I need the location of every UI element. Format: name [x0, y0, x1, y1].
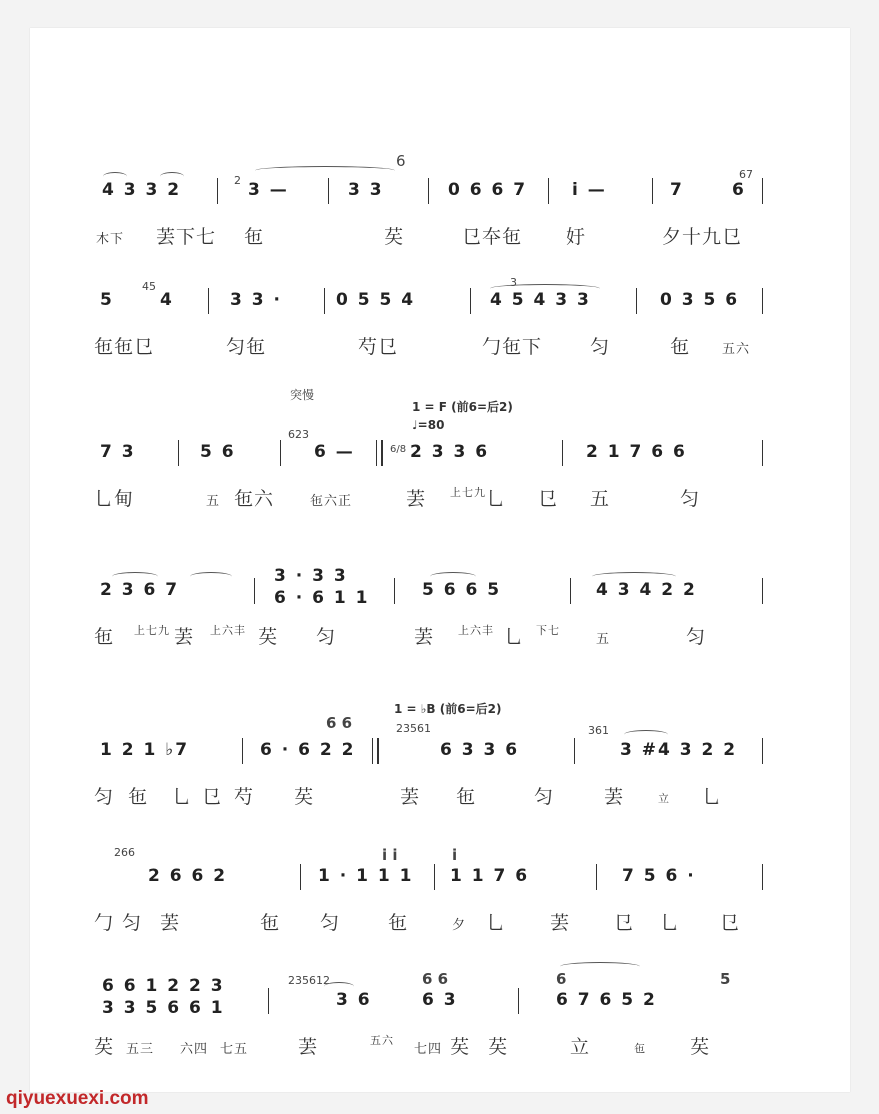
jianzi-tab: 匀	[680, 488, 701, 510]
time-signature: 6/8	[390, 444, 407, 455]
note-group: 5 6 6 5	[422, 580, 502, 600]
double-barline	[376, 440, 383, 466]
jianzi-tab: 五	[590, 488, 611, 510]
upper-note: i i	[382, 846, 398, 864]
jianzi-tab: 㔾夲㐌	[462, 226, 523, 248]
barline	[280, 440, 281, 466]
jianzi-tab: 匀	[122, 912, 143, 934]
jianzi-tab: 木下	[96, 232, 125, 247]
note-group: 4	[160, 290, 174, 310]
note-group: 3 —	[248, 180, 289, 200]
jianzi-tab: 㐌	[94, 626, 115, 648]
note-group: 6 6 1 2 2 3	[102, 976, 225, 996]
jianzi-tab: 立	[570, 1036, 591, 1058]
jianzi-tab: 七四	[414, 1042, 443, 1057]
jianzi-tab: 㐌㐌㔾	[94, 336, 155, 358]
jianzi-tab: 㔾	[202, 786, 223, 808]
note-group: 6 3	[422, 990, 458, 1010]
score-line-6	[30, 846, 850, 956]
barline	[762, 864, 763, 890]
score-line-3	[30, 388, 850, 532]
jianzi-tab: 乚	[486, 912, 507, 934]
note-group: 6 7 6 5 2	[556, 990, 657, 1010]
grace-note: 235612	[288, 974, 330, 987]
jianzi-tab: 五六	[722, 342, 751, 357]
tempo-bpm: ♩=80	[412, 418, 445, 432]
jianzi-tab: 匀	[534, 786, 555, 808]
barline	[652, 178, 653, 204]
jianzi-tab: 匀	[94, 786, 115, 808]
barline	[570, 578, 571, 604]
note-group: 7 3	[100, 442, 136, 462]
site-watermark: qiyuexuexi.com	[6, 1088, 149, 1109]
barline	[208, 288, 209, 314]
score-line-5	[30, 702, 850, 830]
note-group: 2 3 6 7	[100, 580, 180, 600]
jianzi-tab: 䒧	[604, 786, 625, 808]
jianzi-tab: 勹	[94, 912, 115, 934]
slur	[190, 572, 232, 581]
barline	[574, 738, 575, 764]
slur	[624, 730, 668, 739]
jianzi-tab: 䒨	[258, 626, 279, 648]
jianzi-tab: 㐌	[634, 1042, 646, 1055]
jianzi-tab: 䒧	[298, 1036, 319, 1058]
jianzi-tab: 乚	[172, 786, 193, 808]
grace-note: 23561	[396, 722, 431, 735]
jianzi-tab: 匀	[320, 912, 341, 934]
key-signature: 1 = F (前6=后2)	[412, 400, 513, 414]
barline	[562, 440, 563, 466]
note-group: 6 3 3 6	[440, 740, 520, 760]
note-group: 1 · 1 1 1	[318, 866, 414, 886]
jianzi-tab: 匀	[590, 336, 611, 358]
barline	[762, 738, 763, 764]
jianzi-tab: 乚	[660, 912, 681, 934]
jianzi-tab: 㔾	[538, 488, 559, 510]
note-group: 3 #4 3 2 2	[620, 740, 738, 760]
barline	[470, 288, 471, 314]
barline	[548, 178, 549, 204]
barline	[254, 578, 255, 604]
barline	[268, 988, 269, 1014]
barline	[596, 864, 597, 890]
jianzi-tab: 五	[596, 632, 611, 647]
jianzi-tab: 㐌	[244, 226, 265, 248]
note-group: 3 3	[348, 180, 384, 200]
note-group: 5 6	[200, 442, 236, 462]
score-line-7	[30, 970, 850, 1080]
note-group: 6	[732, 180, 746, 200]
note-group: 2 6 6 2	[148, 866, 228, 886]
tempo-marking: 突慢	[290, 388, 315, 402]
jianzi-tab: 五	[206, 494, 221, 509]
jianzi-tab: 匀	[686, 626, 707, 648]
jianzi-tab: 㐌	[128, 786, 149, 808]
jianzi-tab: 㔾	[720, 912, 741, 934]
jianzi-tab: 七五	[220, 1042, 249, 1057]
jianzi-tab: 上七九	[134, 624, 170, 637]
upper-note: 5	[720, 970, 731, 988]
note-group: 3 3 ·	[230, 290, 282, 310]
barline	[434, 864, 435, 890]
note-group: 5	[100, 290, 114, 310]
jianzi-tab: 乚	[702, 786, 723, 808]
jianzi-tab: 五三	[126, 1042, 155, 1057]
note-group: i —	[572, 180, 607, 200]
jianzi-tab: 䒨	[294, 786, 315, 808]
double-barline	[372, 738, 379, 764]
jianzi-tab: 㐌	[670, 336, 691, 358]
jianzi-tab: 上六丰	[458, 624, 494, 637]
jianzi-tab: 㐌	[260, 912, 281, 934]
barline	[428, 178, 429, 204]
jianzi-tab: 下七	[536, 624, 560, 637]
jianzi-tab: 䒧	[550, 912, 571, 934]
barline	[328, 178, 329, 204]
jianzi-tab: 夕	[452, 918, 467, 933]
grace-note: 361	[588, 724, 609, 737]
note-group: 4 3 4 2 2	[596, 580, 697, 600]
note-group: 7 5 6 ·	[622, 866, 696, 886]
jianzi-tab: 㐌	[388, 912, 409, 934]
jianzi-tab: 䒨	[94, 1036, 115, 1058]
upper-note: 6	[556, 970, 567, 988]
upper-note: 6	[396, 152, 406, 170]
jianzi-tab: 匀㐌	[226, 336, 267, 358]
barline	[217, 178, 218, 204]
upper-note: 6 6	[422, 970, 449, 988]
jianzi-tab: 䒧	[160, 912, 181, 934]
jianzi-tab: 䒨	[488, 1036, 509, 1058]
triplet-mark: 3	[510, 276, 517, 289]
jianzi-tab: 䒧	[400, 786, 421, 808]
jianzi-tab: 乚	[504, 626, 525, 648]
score-line-2	[30, 276, 850, 380]
note-group: 1 2 1 ♭7	[100, 740, 190, 760]
jianzi-tab: 匀	[316, 626, 337, 648]
barline	[762, 288, 763, 314]
jianzi-tab: 㐌六	[234, 488, 275, 510]
barline	[636, 288, 637, 314]
jianzi-tab: 乚	[486, 488, 507, 510]
key-signature: 1 = ♭B (前6=后2)	[394, 702, 502, 716]
note-group: 0 6 6 7	[448, 180, 528, 200]
jianzi-tab: 䒧	[414, 626, 435, 648]
jianzi-tab: 勹㐌下	[482, 336, 543, 358]
jianzi-tab: 㚥	[566, 226, 587, 248]
jianzi-tab: 㔾	[614, 912, 635, 934]
jianzi-tab: 䒨	[384, 226, 405, 248]
note-group: 6 · 6 1 1	[274, 588, 370, 608]
jianzi-tab: 㐌	[456, 786, 477, 808]
note-group: 2 1 7 6 6	[586, 442, 687, 462]
score-line-4	[30, 566, 850, 670]
upper-note: i	[452, 846, 458, 864]
upper-note: 6 6	[326, 714, 353, 732]
jianzi-tab: 䒨	[450, 1036, 471, 1058]
jianzi-tab: 上六丰	[210, 624, 246, 637]
jianzi-tab: 㐌六正	[310, 494, 353, 509]
jianzi-tab: 䒨	[690, 1036, 711, 1058]
jianzi-tab: 上七九	[450, 486, 486, 499]
barline	[300, 864, 301, 890]
barline	[178, 440, 179, 466]
note-group: 7	[670, 180, 684, 200]
slur	[255, 166, 395, 175]
note-group: 0 3 5 6	[660, 290, 740, 310]
jianzi-tab: 夕十九㔾	[662, 226, 743, 248]
note-group: 2 3 3 6	[410, 442, 490, 462]
jianzi-tab: 䒧	[406, 488, 427, 510]
barline	[762, 578, 763, 604]
jianzi-tab: 立	[658, 792, 670, 805]
note-group: 3 · 3 3	[274, 566, 348, 586]
note-group: 4 3 3 2	[102, 180, 182, 200]
note-group: 4 5 4 3 3	[490, 290, 591, 310]
note-group: 3 3 5 6 6 1	[102, 998, 225, 1018]
grace-note: 2	[234, 174, 241, 187]
note-group: 0 5 5 4	[336, 290, 416, 310]
jianzi-tab: 䒧	[174, 626, 195, 648]
barline	[324, 288, 325, 314]
grace-note: 45	[142, 280, 156, 293]
note-group: 1 1 7 6	[450, 866, 530, 886]
barline	[518, 988, 519, 1014]
barline	[242, 738, 243, 764]
grace-note: 67	[739, 168, 753, 181]
grace-note: 623	[288, 428, 309, 441]
jianzi-tab: 芍㔾	[358, 336, 399, 358]
barline	[762, 178, 763, 204]
score-line-1	[30, 152, 850, 270]
barline	[762, 440, 763, 466]
note-group: 6 —	[314, 442, 355, 462]
grace-note: 266	[114, 846, 135, 859]
jianzi-tab: 芍	[234, 786, 255, 808]
jianzi-tab: 乚甸	[94, 488, 135, 510]
jianzi-tab: 五六	[370, 1034, 394, 1047]
note-group: 3 6	[336, 990, 372, 1010]
jianzi-tab: 䒧下七	[156, 226, 217, 248]
score-page	[30, 28, 850, 1092]
note-group: 6 · 6 2 2	[260, 740, 356, 760]
jianzi-tab: 六四	[180, 1042, 209, 1057]
barline	[394, 578, 395, 604]
slur	[560, 962, 640, 971]
